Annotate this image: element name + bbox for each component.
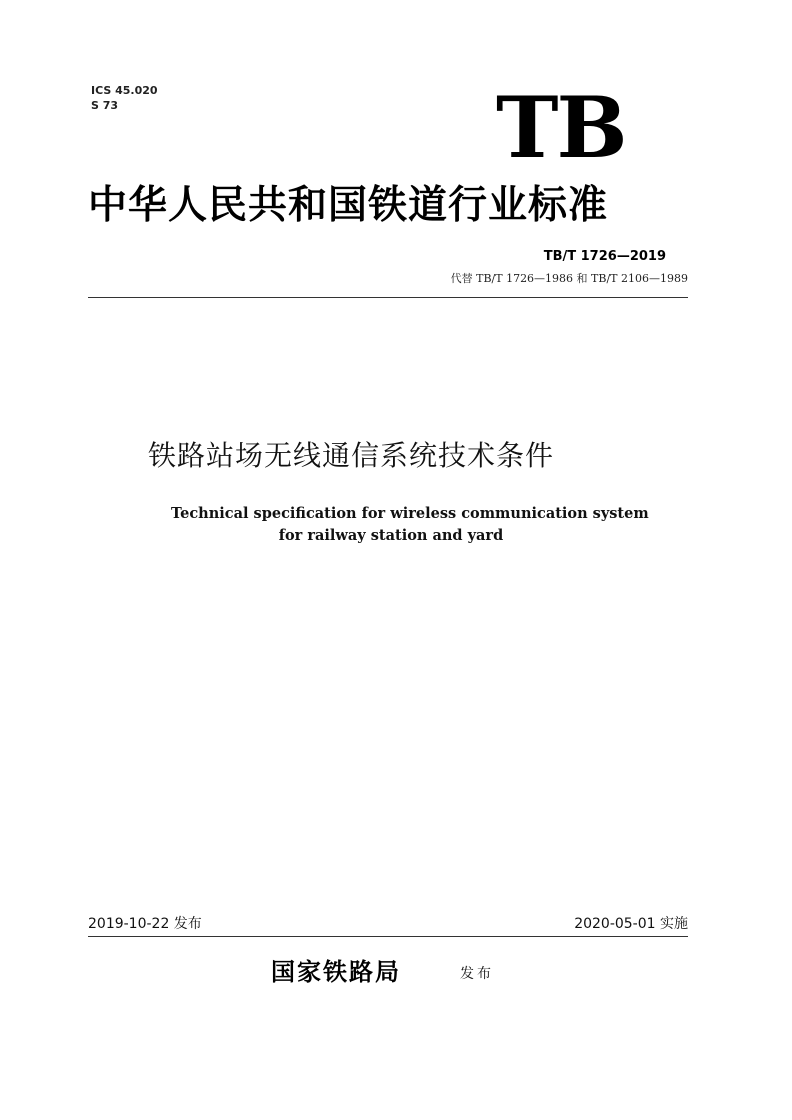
organization-title: 中华人民共和国铁道行业标准	[88, 183, 609, 228]
implementation-date: 2020-05-01 实施	[574, 916, 688, 932]
title-english-line2: for railway station and yard	[278, 527, 504, 544]
top-divider	[88, 297, 688, 298]
bottom-divider	[88, 936, 688, 937]
replaces-note: 代替 TB/T 1726—1986 和 TB/T 2106—1989	[450, 272, 688, 285]
title-english-line1: Technical specification for wireless communication system	[171, 505, 649, 522]
issuer-suffix: 发布	[460, 966, 494, 982]
issue-date: 2019-10-22 发布	[88, 916, 202, 932]
standard-number: TB/T 1726—2019	[543, 249, 666, 264]
classification-codes	[91, 83, 158, 113]
title-chinese: 铁路站场无线通信系统技术条件	[148, 439, 555, 472]
ccs-code: S 73	[91, 99, 119, 112]
tb-logo: TB	[496, 78, 626, 177]
ics-code: ICS 45.020	[91, 84, 158, 97]
title-english	[171, 503, 649, 547]
issuer-name: 国家铁路局	[271, 957, 401, 986]
